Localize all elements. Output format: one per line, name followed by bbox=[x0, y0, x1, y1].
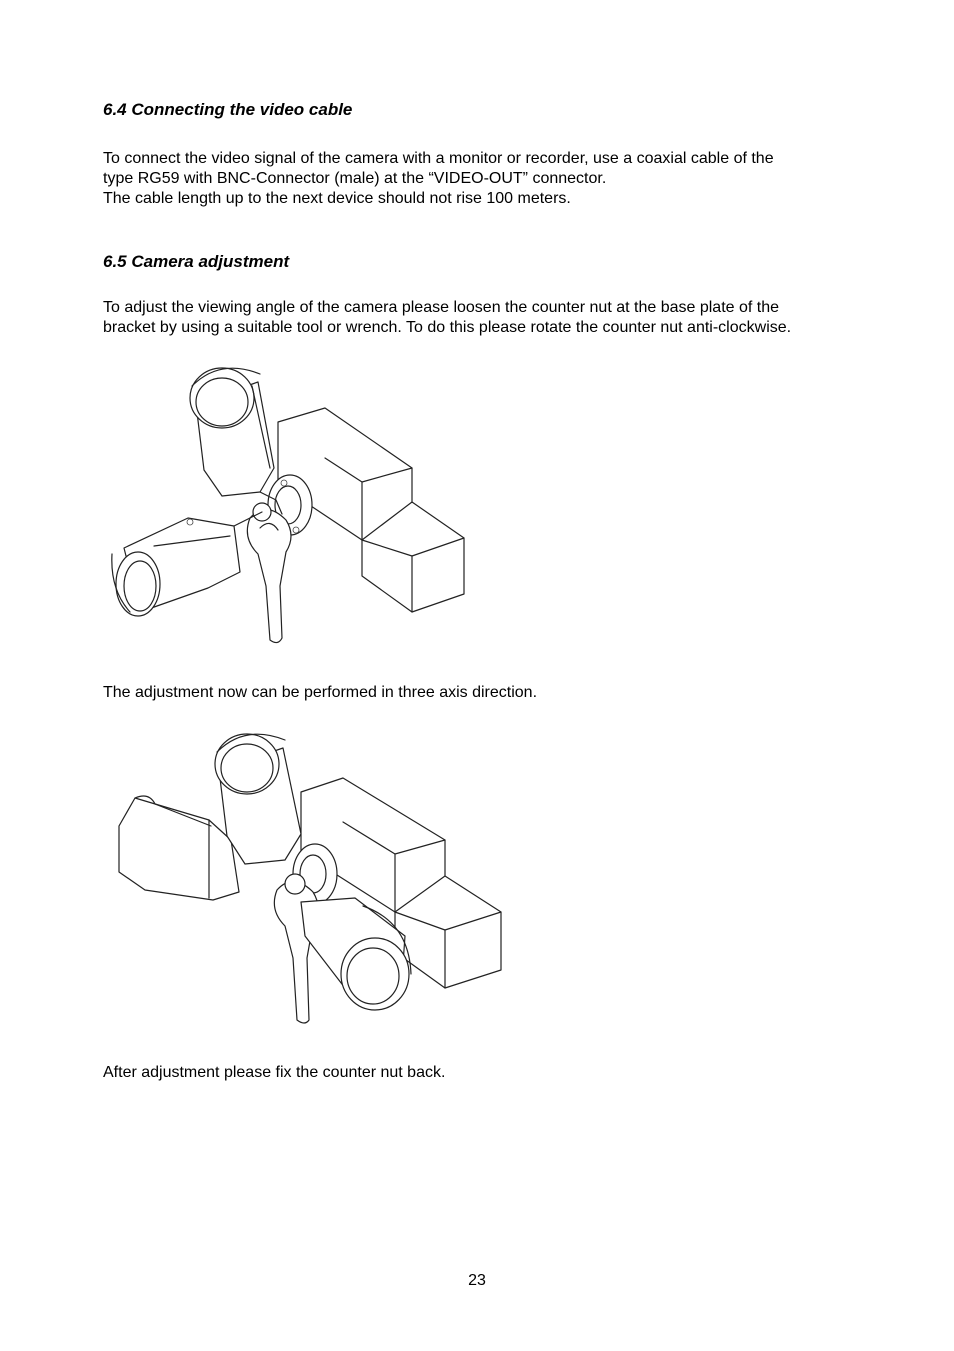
paragraph-line: The cable length up to the next device should not rise 100 meters. bbox=[103, 190, 571, 207]
caption-fix-nut: After adjustment please fix the counter nut back. bbox=[103, 1064, 446, 1081]
paragraph-line: bracket by using a suitable tool or wrench. To do this please rotate the counter nut anti-clockwise. bbox=[103, 319, 792, 336]
section-6-4-paragraph bbox=[103, 149, 774, 209]
paragraph-line: To adjust the viewing angle of the camera please loosen the counter nut at the base plate of the bbox=[103, 299, 780, 316]
figure-loosen-counter-nut bbox=[100, 350, 480, 650]
figure-three-axis-adjustment bbox=[105, 722, 505, 1032]
caption-three-axis: The adjustment now can be performed in three axis direction. bbox=[103, 684, 538, 701]
paragraph-line: type RG59 with BNC-Connector (male) at the “VIDEO-OUT” connector. bbox=[103, 170, 607, 187]
section-6-4-heading: 6.4 Connecting the video cable bbox=[103, 100, 353, 119]
section-6-5-heading: 6.5 Camera adjustment bbox=[103, 252, 290, 271]
page-number: 23 bbox=[468, 1272, 486, 1289]
paragraph-line: To connect the video signal of the camera with a monitor or recorder, use a coaxial cable of the bbox=[103, 150, 774, 167]
section-6-5-paragraph bbox=[103, 298, 791, 338]
